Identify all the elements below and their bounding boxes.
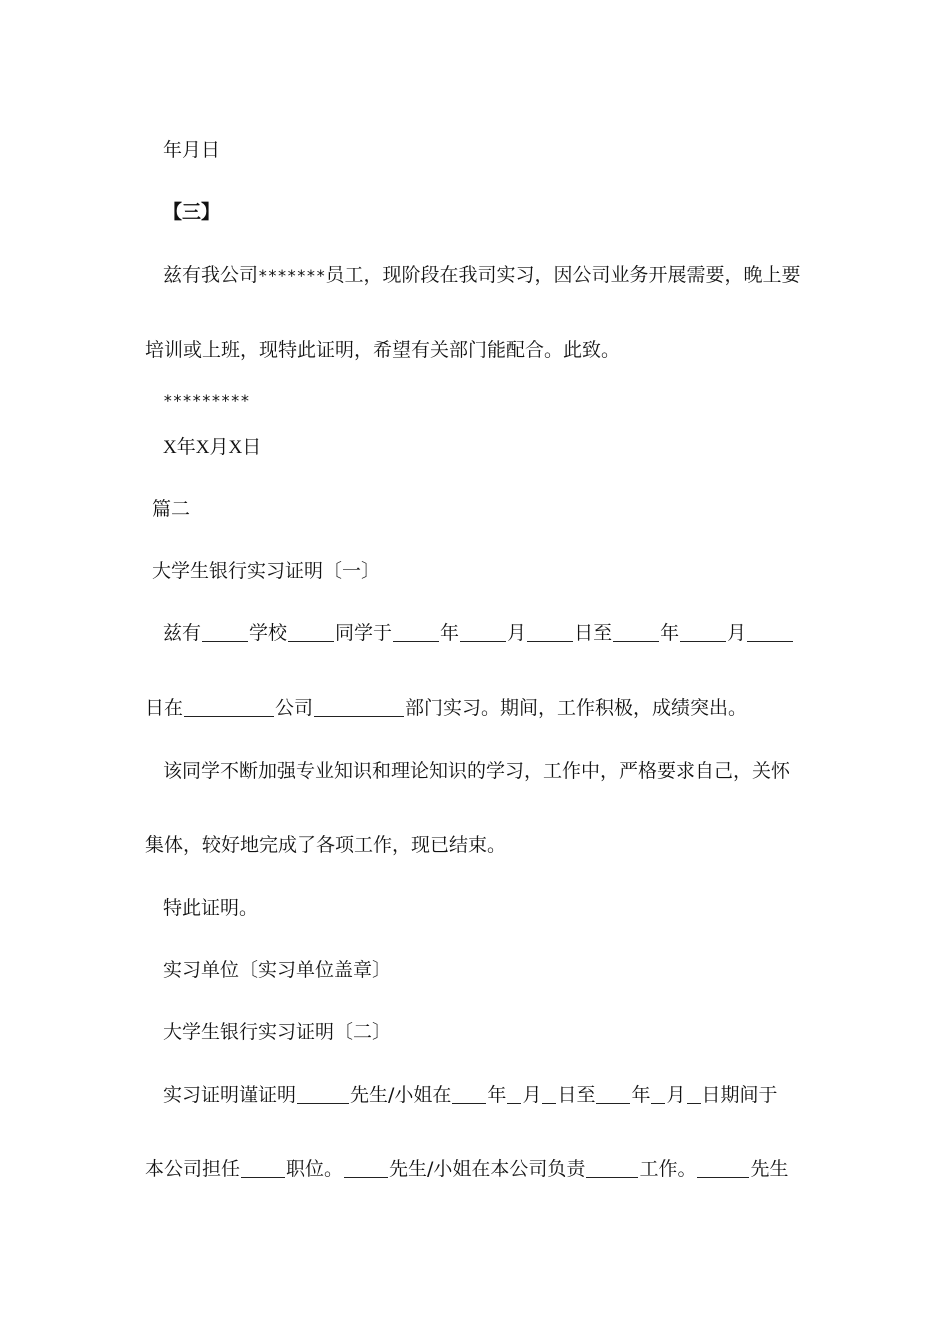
fill-blank bbox=[596, 1084, 630, 1104]
date-placeholder-line bbox=[163, 435, 261, 460]
text-fragment: 日 bbox=[242, 436, 262, 458]
text-fragment: 本公司担任 bbox=[145, 1158, 241, 1180]
text-fragment: 年 bbox=[440, 622, 460, 644]
text-fragment: 兹有我公司 bbox=[163, 264, 259, 286]
text-fragment: 集体，较好地完成了各项工作，现已结束。 bbox=[145, 834, 507, 856]
fill-blank bbox=[344, 1158, 388, 1178]
text-fragment: 先生/小姐在本公司负责 bbox=[389, 1158, 586, 1180]
masked-name: ******* bbox=[258, 266, 326, 285]
text-fragment: 先生/小姐在 bbox=[350, 1084, 452, 1106]
form-line bbox=[145, 1157, 788, 1181]
paragraph-line bbox=[163, 263, 800, 288]
fill-blank bbox=[452, 1084, 486, 1104]
fill-blank bbox=[297, 1084, 349, 1104]
form-line bbox=[145, 696, 747, 720]
date-text: 年月日 bbox=[163, 139, 221, 161]
fill-blank bbox=[697, 1158, 749, 1178]
issuer-line bbox=[163, 958, 391, 982]
fill-blank bbox=[680, 622, 726, 642]
fill-blank bbox=[651, 1084, 665, 1104]
paragraph-line bbox=[145, 338, 620, 362]
paragraph-line bbox=[145, 833, 506, 857]
text-fragment: 月 bbox=[209, 436, 229, 458]
date-placeholder: X bbox=[195, 437, 210, 458]
masked-signature bbox=[163, 389, 250, 413]
text-fragment: 部门实习。期间，工作积极，成绩突出。 bbox=[405, 697, 748, 719]
section-heading-text: 【三】 bbox=[163, 201, 221, 223]
text-fragment: 日在 bbox=[145, 697, 184, 719]
fill-blank bbox=[393, 622, 439, 642]
fill-blank bbox=[687, 1084, 701, 1104]
fill-blank bbox=[527, 622, 573, 642]
section-title-text: 大学生银行实习证明〔一〕 bbox=[152, 560, 381, 582]
text-fragment: 日至 bbox=[574, 622, 613, 644]
text-fragment: 年 bbox=[176, 436, 196, 458]
text-fragment: 日至 bbox=[557, 1084, 596, 1106]
text-fragment: 实习证明谨证明 bbox=[163, 1084, 297, 1106]
section-title bbox=[163, 1020, 391, 1044]
chapter-heading bbox=[152, 497, 190, 521]
fill-blank bbox=[613, 622, 659, 642]
closing-text: 特此证明。 bbox=[163, 897, 259, 919]
fill-blank bbox=[184, 697, 274, 717]
fill-blank bbox=[241, 1158, 285, 1178]
text-fragment: 年 bbox=[631, 1084, 651, 1106]
fill-blank bbox=[542, 1084, 556, 1104]
text-fragment: 兹有 bbox=[163, 622, 202, 644]
date-placeholder: X bbox=[163, 437, 177, 458]
date-placeholder: X bbox=[228, 437, 243, 458]
text-fragment: 公司 bbox=[275, 697, 314, 719]
section-title-text: 大学生银行实习证明〔二〕 bbox=[163, 1021, 392, 1043]
chapter-heading-text: 篇二 bbox=[152, 498, 191, 520]
fill-blank bbox=[202, 622, 248, 642]
fill-blank bbox=[314, 697, 404, 717]
fill-blank bbox=[507, 1084, 521, 1104]
fill-blank bbox=[288, 622, 334, 642]
fill-blank bbox=[586, 1158, 638, 1178]
text-fragment: 员工，现阶段在我司实习，因公司业务开展需要，晚上要 bbox=[325, 264, 801, 286]
text-fragment: 同学于 bbox=[335, 622, 393, 644]
text-fragment: 先生 bbox=[750, 1158, 789, 1180]
text-fragment: 月 bbox=[507, 622, 527, 644]
text-fragment: 月 bbox=[522, 1084, 542, 1106]
text-fragment: 培训或上班，现特此证明，希望有关部门能配合。此致。 bbox=[145, 339, 621, 361]
text-fragment: 年 bbox=[660, 622, 680, 644]
fill-blank bbox=[747, 622, 793, 642]
text-fragment: 月 bbox=[727, 622, 747, 644]
section-title bbox=[152, 559, 380, 583]
fill-blank bbox=[460, 622, 506, 642]
section-heading-three bbox=[163, 200, 220, 224]
text-fragment: 年 bbox=[487, 1084, 507, 1106]
form-line bbox=[163, 621, 794, 645]
paragraph-line bbox=[163, 759, 790, 783]
masked-text: ********* bbox=[163, 391, 250, 410]
closing-line bbox=[163, 896, 258, 920]
text-fragment: 该同学不断加强专业知识和理论知识的学习，工作中，严格要求自己，关怀 bbox=[163, 760, 791, 782]
date-line bbox=[163, 138, 220, 162]
text-fragment: 工作。 bbox=[639, 1158, 697, 1180]
text-fragment: 日期间于 bbox=[701, 1084, 778, 1106]
form-line bbox=[163, 1083, 778, 1107]
issuer-text: 实习单位〔实习单位盖章〕 bbox=[163, 959, 392, 981]
text-fragment: 月 bbox=[666, 1084, 686, 1106]
text-fragment: 职位。 bbox=[286, 1158, 344, 1180]
text-fragment: 学校 bbox=[249, 622, 288, 644]
